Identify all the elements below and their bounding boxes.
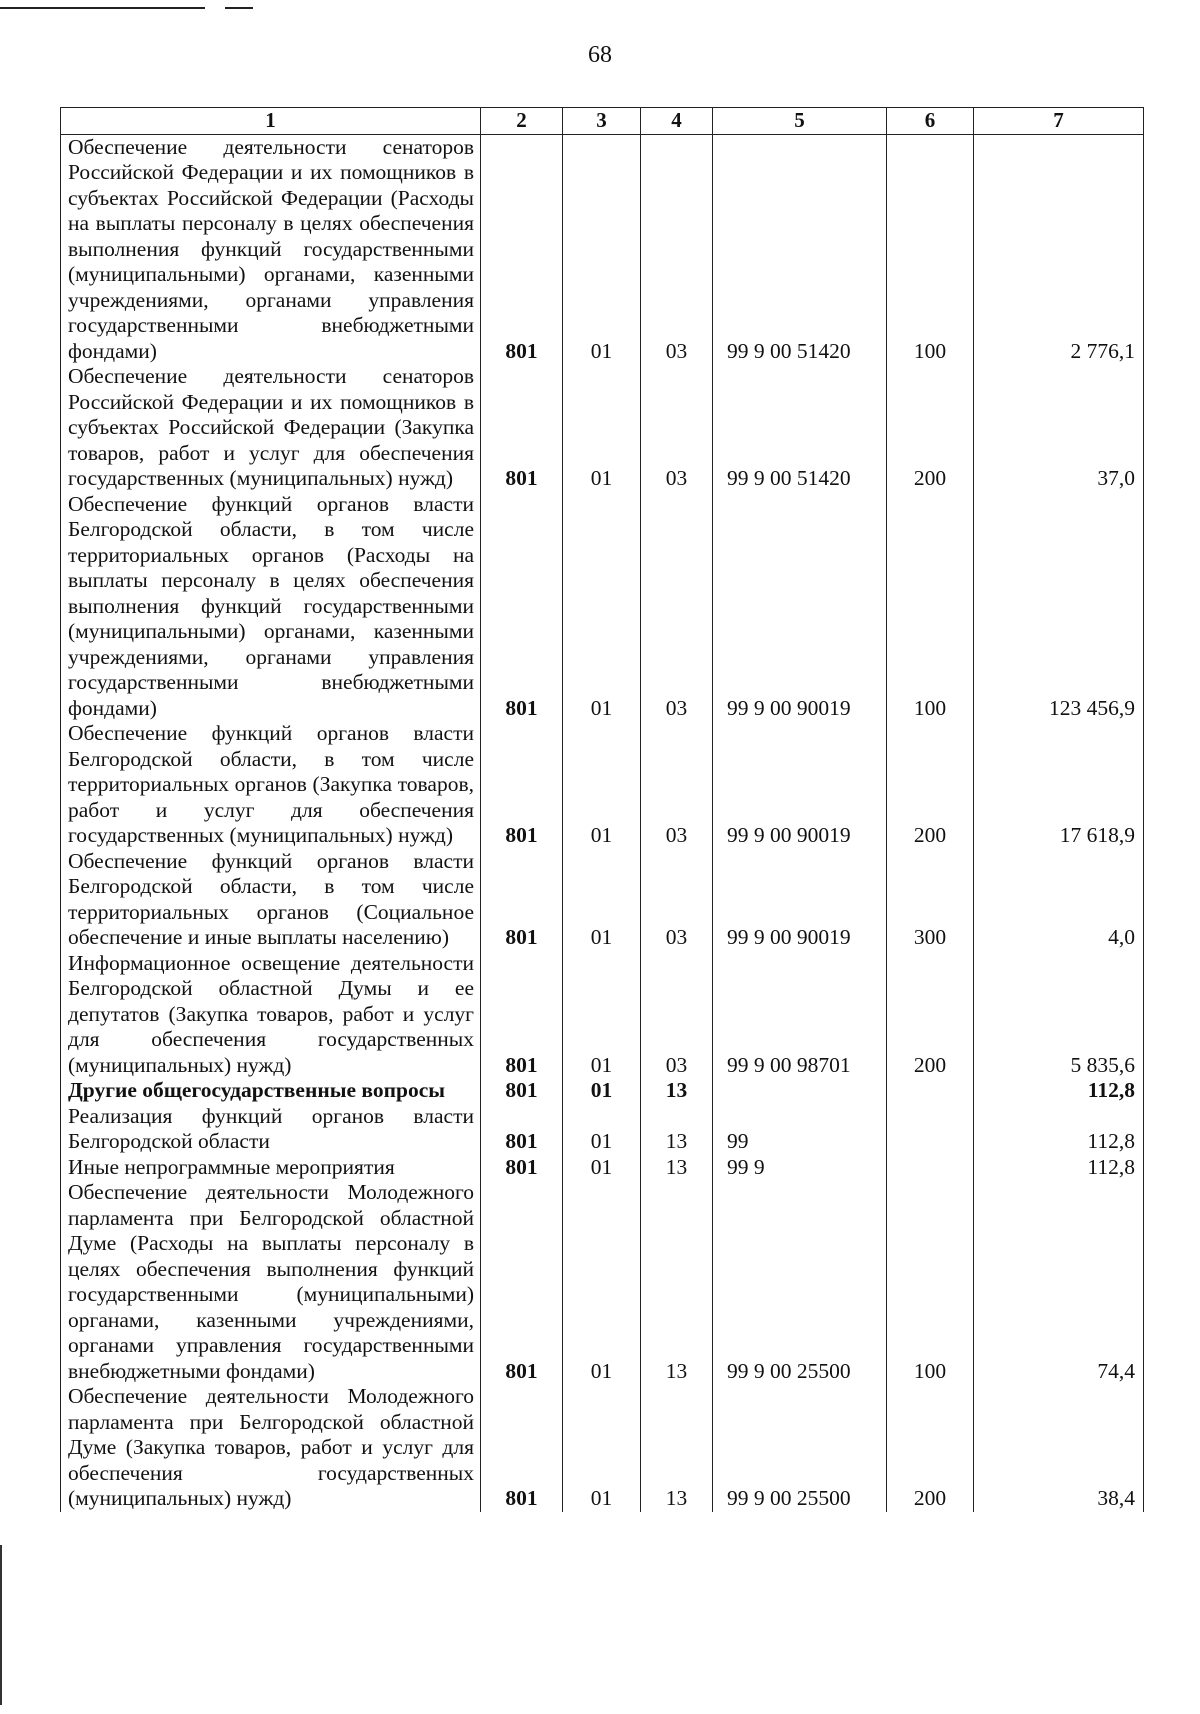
row-section: 01	[563, 1104, 641, 1155]
row-expense-type: 100	[887, 1180, 974, 1384]
row-subsection: 13	[641, 1104, 713, 1155]
table-row	[61, 721, 1144, 849]
row-subsection: 03	[641, 364, 713, 492]
row-section: 01	[563, 721, 641, 849]
row-expense-type: 200	[887, 951, 974, 1079]
row-description: Реализация функций органов власти Белгородской области	[61, 1104, 481, 1155]
row-expense-type: 200	[887, 1384, 974, 1512]
row-amount: 4,0	[974, 849, 1144, 951]
row-section: 01	[563, 1384, 641, 1512]
budget-table	[60, 107, 1144, 1512]
row-subsection: 13	[641, 1155, 713, 1181]
row-description: Обеспечение функций органов власти Белгородской области, в том числе территориальных органов (Расходы на выплаты персоналу в целях обеспечения выполнения функций государственными (муниципальными) органами, казенными учреждениями, органами управления государственными внебюджетными фондами)	[61, 492, 481, 722]
row-subsection: 13	[641, 1180, 713, 1384]
row-amount: 123 456,9	[974, 492, 1144, 722]
row-description: Обеспечение деятельности сенаторов Российской Федерации и их помощников в субъектах Российской Федерации (Расходы на выплаты персоналу в целях обеспечения выполнения функций государственными (муниципальными) органами, казенными учреждениями, органами управления государственными внебюджетными фондами)	[61, 134, 481, 364]
row-target-article: 99 9 00 51420	[713, 364, 887, 492]
row-target-article: 99 9 00 90019	[713, 492, 887, 722]
table-row	[61, 134, 1144, 364]
row-admin-code: 801	[481, 492, 563, 722]
row-amount: 38,4	[974, 1384, 1144, 1512]
row-section: 01	[563, 951, 641, 1079]
row-admin-code: 801	[481, 1384, 563, 1512]
row-admin-code: 801	[481, 1104, 563, 1155]
row-description: Обеспечение деятельности Молодежного парламента при Белгородской областной Думе (Закупка товаров, работ и услуг для обеспечения государственных (муниципальных) нужд)	[61, 1384, 481, 1512]
row-admin-code: 801	[481, 1180, 563, 1384]
row-admin-code: 801	[481, 134, 563, 364]
row-description: Обеспечение функций органов власти Белгородской области, в том числе территориальных органов (Закупка товаров, работ и услуг для обеспечения государственных (муниципальных) нужд)	[61, 721, 481, 849]
row-amount: 112,8	[974, 1104, 1144, 1155]
row-description: Иные непрограммные мероприятия	[61, 1155, 481, 1181]
row-expense-type	[887, 1078, 974, 1104]
row-subsection: 03	[641, 951, 713, 1079]
row-description: Обеспечение деятельности сенаторов Российской Федерации и их помощников в субъектах Российской Федерации (Закупка товаров, работ и услуг для обеспечения государственных (муниципальных) нужд)	[61, 364, 481, 492]
row-subsection: 03	[641, 492, 713, 722]
row-description: Информационное освещение деятельности Белгородской областной Думы и ее депутатов (Закупка товаров, работ и услуг для обеспечения государственных (муниципальных) нужд)	[61, 951, 481, 1079]
row-section: 01	[563, 1155, 641, 1181]
row-admin-code: 801	[481, 849, 563, 951]
row-target-article: 99	[713, 1104, 887, 1155]
table-row	[61, 951, 1144, 1079]
row-expense-type: 100	[887, 134, 974, 364]
row-target-article: 99 9	[713, 1155, 887, 1181]
table-row	[61, 1384, 1144, 1512]
row-admin-code: 801	[481, 721, 563, 849]
table-row	[61, 492, 1144, 722]
row-target-article: 99 9 00 90019	[713, 721, 887, 849]
budget-table-container	[60, 107, 1143, 1512]
row-section: 01	[563, 1078, 641, 1104]
row-target-article: 99 9 00 51420	[713, 134, 887, 364]
row-amount: 112,8	[974, 1078, 1144, 1104]
row-subsection: 13	[641, 1384, 713, 1512]
row-section: 01	[563, 1180, 641, 1384]
row-subsection: 03	[641, 721, 713, 849]
row-amount: 17 618,9	[974, 721, 1144, 849]
row-target-article: 99 9 00 98701	[713, 951, 887, 1079]
row-expense-type: 200	[887, 721, 974, 849]
row-amount: 112,8	[974, 1155, 1144, 1181]
header-col-7: 7	[974, 108, 1144, 135]
table-row	[61, 1078, 1144, 1104]
row-target-article: 99 9 00 90019	[713, 849, 887, 951]
header-row	[61, 108, 1144, 135]
row-target-article: 99 9 00 25500	[713, 1384, 887, 1512]
table-row	[61, 364, 1144, 492]
header-col-1: 1	[61, 108, 481, 135]
row-admin-code: 801	[481, 951, 563, 1079]
top-rule-left	[0, 7, 205, 9]
row-description: Другие общегосударственные вопросы	[61, 1078, 481, 1104]
row-target-article	[713, 1078, 887, 1104]
table-row	[61, 1155, 1144, 1181]
top-rule-right	[225, 7, 253, 9]
row-amount: 5 835,6	[974, 951, 1144, 1079]
header-col-6: 6	[887, 108, 974, 135]
row-amount: 74,4	[974, 1180, 1144, 1384]
row-expense-type	[887, 1104, 974, 1155]
row-section: 01	[563, 364, 641, 492]
row-expense-type	[887, 1155, 974, 1181]
row-subsection: 13	[641, 1078, 713, 1104]
table-row	[61, 1104, 1144, 1155]
row-subsection: 03	[641, 849, 713, 951]
header-col-5: 5	[713, 108, 887, 135]
row-amount: 37,0	[974, 364, 1144, 492]
row-expense-type: 200	[887, 364, 974, 492]
row-section: 01	[563, 849, 641, 951]
row-subsection: 03	[641, 134, 713, 364]
page-number: 68	[588, 42, 612, 68]
row-admin-code: 801	[481, 364, 563, 492]
row-section: 01	[563, 134, 641, 364]
row-expense-type: 100	[887, 492, 974, 722]
header-col-2: 2	[481, 108, 563, 135]
row-description: Обеспечение функций органов власти Белгородской области, в том числе территориальных органов (Социальное обеспечение и иные выплаты населению)	[61, 849, 481, 951]
header-col-4: 4	[641, 108, 713, 135]
header-col-3: 3	[563, 108, 641, 135]
row-section: 01	[563, 492, 641, 722]
scan-edge-mark	[0, 1545, 2, 1705]
row-admin-code: 801	[481, 1078, 563, 1104]
row-admin-code: 801	[481, 1155, 563, 1181]
row-description: Обеспечение деятельности Молодежного парламента при Белгородской областной Думе (Расходы на выплаты персоналу в целях обеспечения выполнения функций государственными (муниципальными) органами, казенными учреждениями, органами управления государственными внебюджетными фондами)	[61, 1180, 481, 1384]
row-target-article: 99 9 00 25500	[713, 1180, 887, 1384]
row-amount: 2 776,1	[974, 134, 1144, 364]
table-row	[61, 1180, 1144, 1384]
row-expense-type: 300	[887, 849, 974, 951]
table-row	[61, 849, 1144, 951]
